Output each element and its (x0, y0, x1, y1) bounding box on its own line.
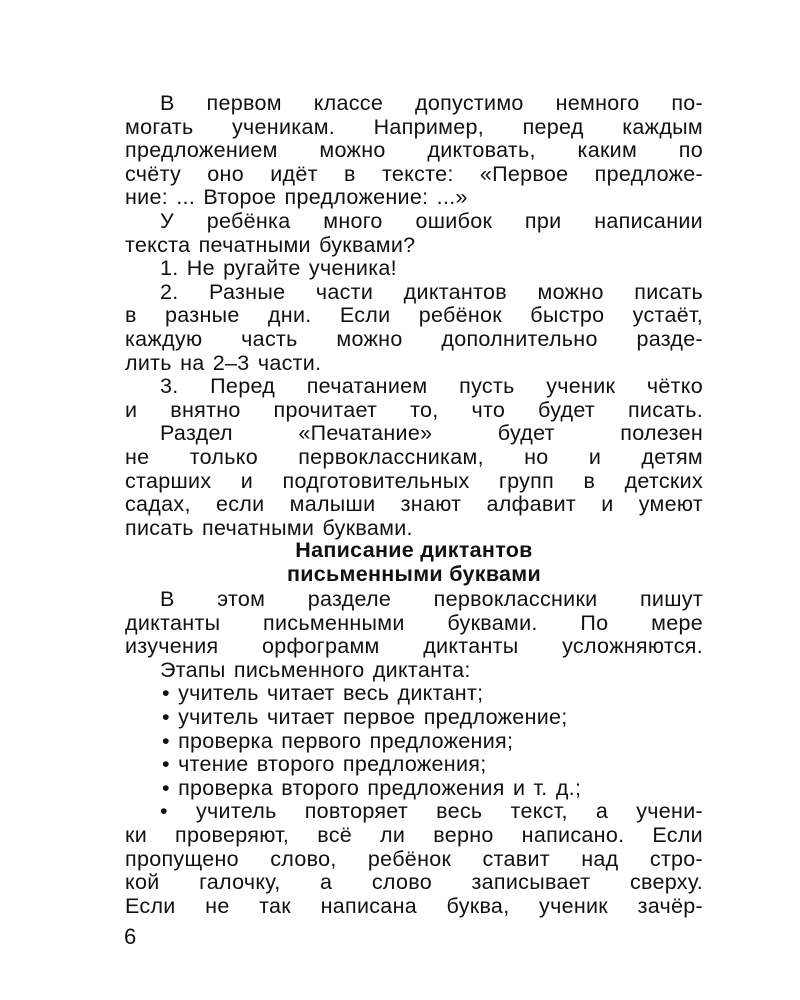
text-line: Этапы письменного диктанта: (160, 657, 471, 682)
text-line: кой галочку, а слово записывает сверху. (125, 871, 703, 895)
section-heading (125, 538, 703, 586)
text-line: В первом классе допустимо немного по- (160, 92, 703, 115)
text-line: старших и подготовительных групп в детских (125, 469, 703, 493)
text-line: в разные дни. Если ребёнок быстро устаёт, (125, 304, 703, 328)
text-line: писать печатными буквами. (125, 515, 413, 540)
text-line: 1. Не ругайте ученика! (160, 256, 397, 281)
text-line: не только первоклассникам, но и детям (125, 445, 703, 469)
text-line: 2. Разные части диктантов можно писать (160, 280, 703, 304)
text-line: лить на 2–3 части. (125, 350, 322, 375)
text-line: предложением можно диктовать, каким по (125, 139, 703, 163)
text-line: 3. Перед печатанием пусть ученик чётко (160, 375, 703, 399)
text-line: садах, если малыши знают алфавит и умеют (125, 493, 703, 517)
text-line: У ребёнка много ошибок при написании (160, 209, 703, 233)
bottom-text-block (125, 588, 703, 918)
text-line: ние: ... Второе предложение: ...» (125, 185, 468, 210)
list-item: • проверка второго предложения и т. д.; (162, 775, 582, 800)
text-line: и внятно прочитает то, что будет писать. (125, 398, 703, 422)
text-line: пропущено слово, ребёнок ставит над стро- (125, 847, 703, 871)
text-line: изучения орфограмм диктанты усложняются. (125, 635, 703, 659)
text-line: ки проверяют, всё ли верно написано. Если (125, 823, 703, 847)
text-line: Если не так написана буква, ученик зачёр- (125, 894, 703, 918)
text-line: каждую часть можно дополнительно разде- (125, 327, 703, 351)
list-item: • учитель повторяет весь текст, а учени- (160, 800, 703, 824)
text-line: В этом разделе первоклассники пишут (160, 588, 703, 611)
list-item: • проверка первого предложения; (162, 728, 514, 753)
text-line: диктанты письменными буквами. По мере (125, 611, 703, 635)
top-text-block (125, 92, 703, 540)
text-line: счёту оно идёт в тексте: «Первое предложе- (125, 162, 703, 186)
text-line: Раздел «Печатание» будет полезен (160, 422, 703, 446)
list-item: • учитель читает первое предложение; (162, 704, 568, 729)
list-item: • чтение второго предложения; (162, 752, 487, 777)
heading-line: Написание диктантов (295, 538, 533, 562)
text-line: могать ученикам. Например, перед каждым (125, 115, 703, 139)
text-line: текста печатными буквами? (125, 232, 416, 257)
list-item: • учитель читает весь диктант; (162, 681, 484, 706)
page-number: 6 (124, 924, 137, 949)
heading-line: письменными буквами (286, 562, 542, 586)
